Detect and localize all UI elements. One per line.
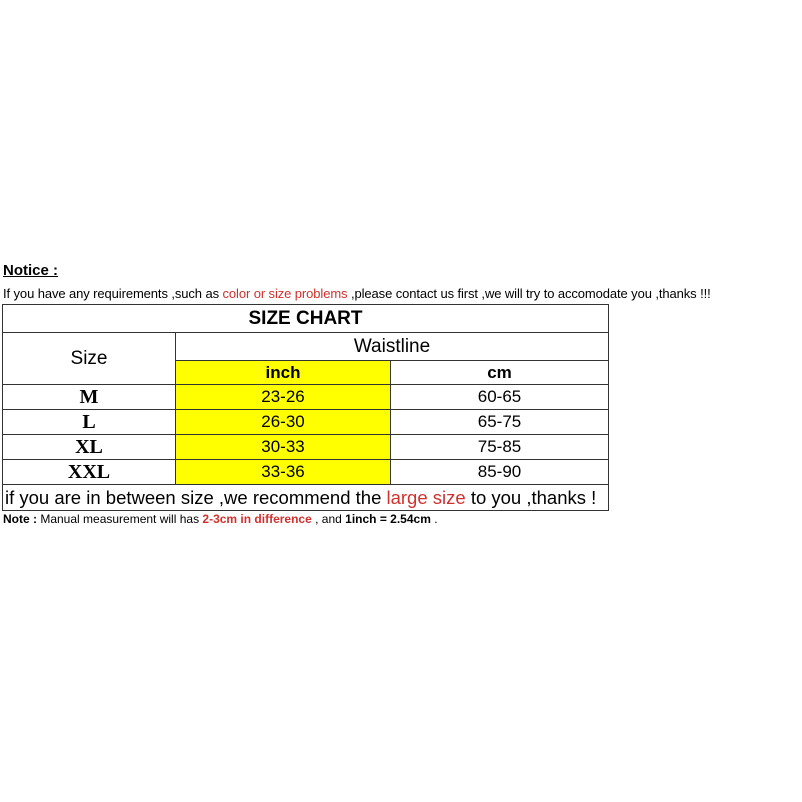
table-row bbox=[3, 435, 609, 460]
cm-value: 60-65 bbox=[391, 385, 609, 410]
size-column-header: Size bbox=[3, 333, 176, 385]
cm-value: 75-85 bbox=[391, 435, 609, 460]
cm-header: cm bbox=[391, 361, 609, 385]
size-label: XL bbox=[3, 435, 176, 460]
cm-value: 85-90 bbox=[391, 460, 609, 485]
notice-text-after: ,please contact us first ,we will try to accomodate you ,thanks !!! bbox=[347, 286, 711, 301]
note-text3: . bbox=[430, 512, 438, 526]
notice-text bbox=[3, 286, 711, 301]
size-chart-table bbox=[2, 304, 609, 511]
note-bold: 1inch = 2.54cm bbox=[345, 512, 431, 526]
size-chart-title: SIZE CHART bbox=[3, 305, 609, 333]
measurement-note bbox=[3, 512, 438, 526]
size-recommendation bbox=[3, 485, 609, 511]
notice-text-red: color or size problems bbox=[222, 286, 348, 301]
table-row bbox=[3, 385, 609, 410]
inch-value: 23-26 bbox=[176, 385, 391, 410]
notice-text-before: If you have any requirements ,such as bbox=[3, 286, 223, 301]
note-text2: , and bbox=[311, 512, 346, 526]
waistline-header: Waistline bbox=[176, 333, 609, 361]
cm-value: 65-75 bbox=[391, 410, 609, 435]
footer-before: if you are in between size ,we recommend the bbox=[5, 486, 387, 508]
inch-value: 30-33 bbox=[176, 435, 391, 460]
table-row bbox=[3, 410, 609, 435]
size-label: L bbox=[3, 410, 176, 435]
note-red: 2-3cm in difference bbox=[202, 512, 312, 526]
inch-value: 26-30 bbox=[176, 410, 391, 435]
inch-value: 33-36 bbox=[176, 460, 391, 485]
table-row bbox=[3, 460, 609, 485]
notice-title: Notice : bbox=[3, 262, 59, 279]
note-label: Note : bbox=[3, 512, 37, 526]
inch-header: inch bbox=[176, 361, 391, 385]
size-label: XXL bbox=[3, 460, 176, 485]
note-text1: Manual measurement will has bbox=[37, 512, 203, 526]
footer-after: to you ,thanks ! bbox=[465, 486, 597, 508]
footer-red: large size bbox=[386, 486, 466, 508]
size-label: M bbox=[3, 385, 176, 410]
